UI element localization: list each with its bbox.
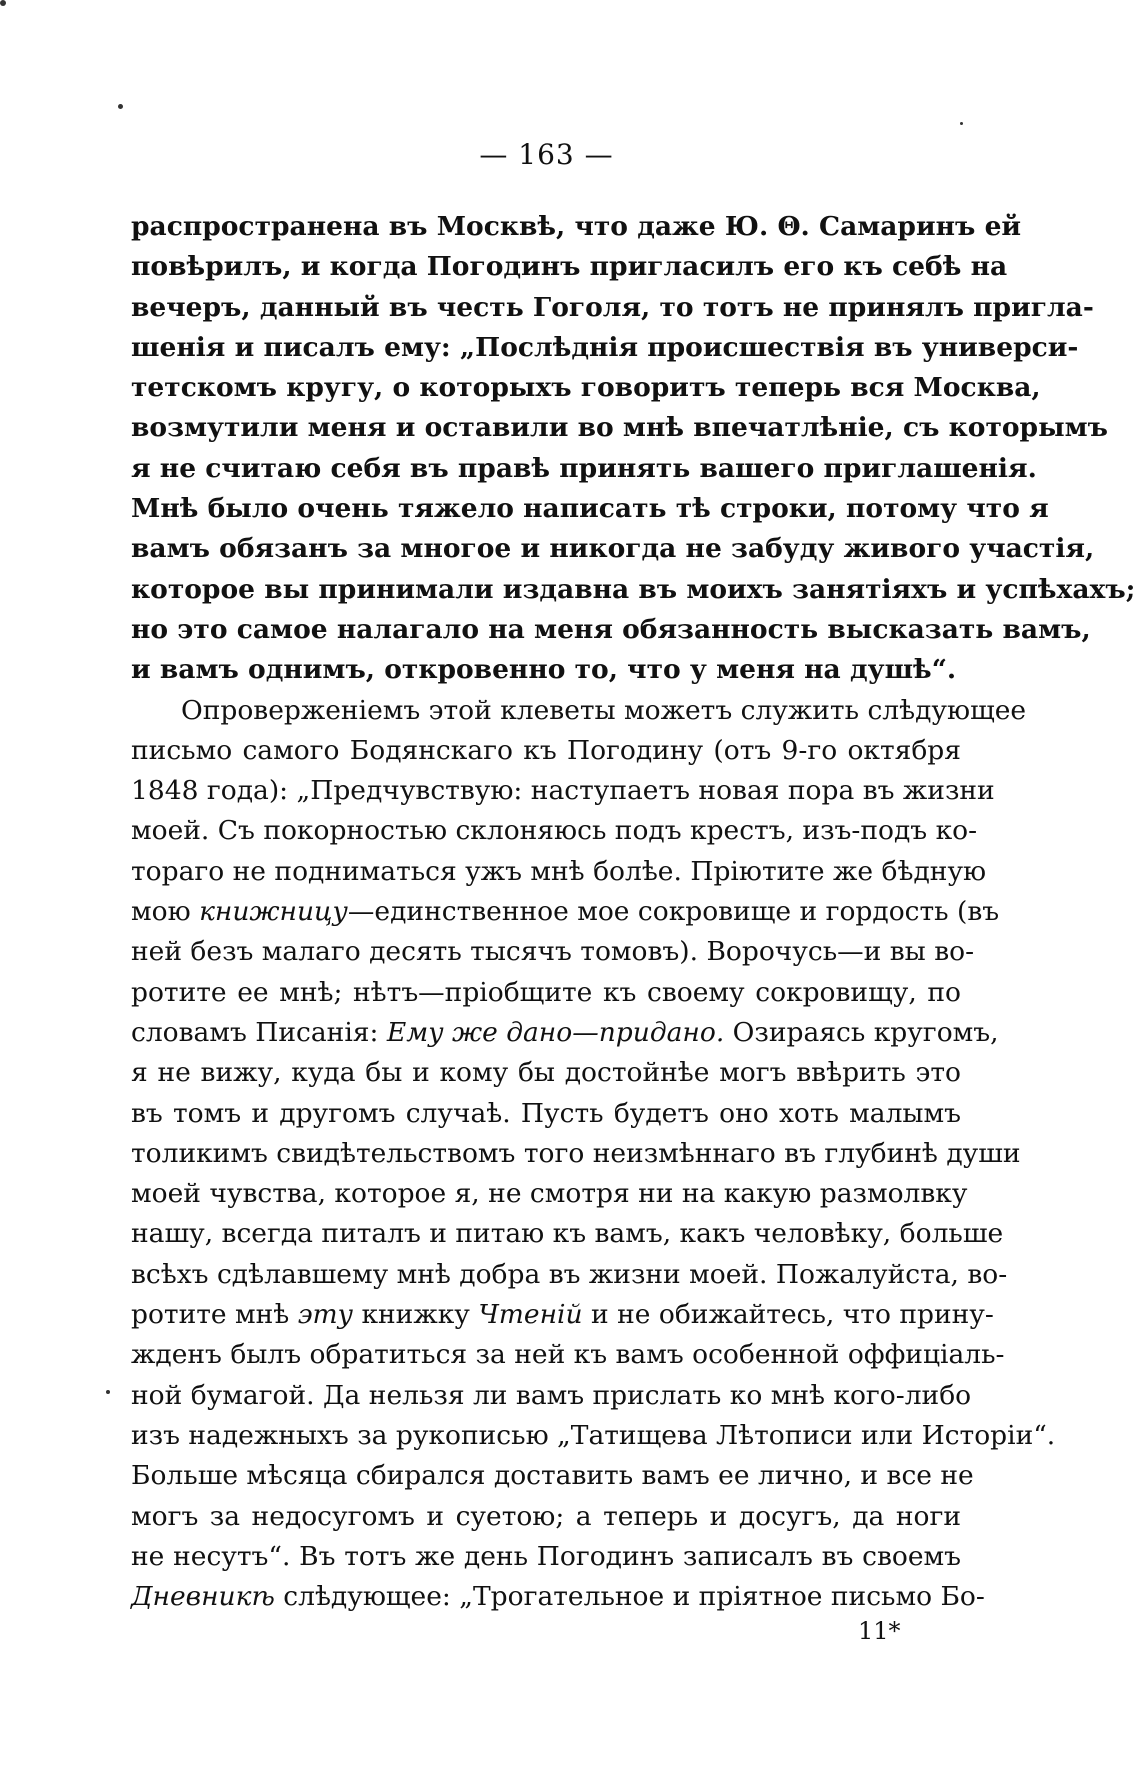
scan-speck — [960, 122, 963, 125]
text-line — [131, 1013, 999, 1053]
text-line: тораго не подниматься ужъ мнѣ болѣе. Пріютите же бѣдную — [131, 855, 987, 887]
text-line: распространена въ Москвѣ, что даже Ю. Θ. Самаринъ ей — [131, 211, 1022, 242]
text-line: моей чувства, которое я, не смотря ни на какую размолвку — [131, 1178, 968, 1210]
text-line: ной бумагой. Да нельзя ли вамъ прислать ко мнѣ кого-либо — [131, 1379, 972, 1411]
text-line — [131, 1295, 994, 1335]
text-line: ней безъ малаго десять тысячъ томовъ). Ворочусь—и вы во- — [131, 936, 975, 968]
text-line: изъ надежныхъ за рукописью „Татищева Лѣтописи или Исторіи“. — [131, 1419, 1056, 1451]
italic-span: Ему же дано—придано. — [386, 1016, 725, 1048]
text-span: слѣдующее: „Трогательное и пріятное письмо Бо- — [274, 1581, 985, 1613]
scan-speck — [118, 104, 123, 109]
scan-speck — [106, 1390, 110, 1394]
page-number: — 163 — — [479, 138, 614, 171]
text-line: но это самое налагало на меня обязанность высказать вамъ, — [131, 613, 1091, 645]
scan-speck — [0, 0, 6, 6]
italic-span: Чтеній — [478, 1299, 583, 1331]
text-line: повѣрилъ, и когда Погодинъ пригласилъ его къ себѣ на — [131, 251, 1008, 283]
text-line — [131, 892, 1000, 932]
text-line: я не вижу, куда бы и кому бы достойнѣе могъ ввѣрить это — [131, 1057, 961, 1089]
text-line: не несутъ“. Въ тотъ же день Погодинъ записалъ въ своемъ — [131, 1540, 961, 1572]
text-line: Опроверженіемъ этой клеветы можетъ служить слѣдующее — [181, 694, 1027, 726]
text-span: мою — [131, 896, 200, 928]
text-line: могъ за недосугомъ и суетою; а теперь и досугъ, да ноги — [131, 1500, 961, 1532]
italic-span: книжницу — [199, 896, 348, 928]
text-line: ротите ее мнѣ; нѣтъ—пріобщите къ своему сокровищу, по — [131, 976, 961, 1008]
italic-span: эту — [297, 1299, 354, 1331]
body-text — [131, 207, 1136, 1617]
text-line: моей. Съ покорностью склоняюсь подъ крестъ, изъ-подъ ко- — [131, 815, 978, 847]
text-span: Озираясь кругомъ, — [724, 1016, 999, 1048]
text-line: толикимъ свидѣтельствомъ того неизмѣннаго въ глубинѣ души — [131, 1137, 1021, 1169]
text-span: и не обижайтесь, что прину- — [582, 1299, 994, 1331]
text-line: Больше мѣсяца сбирался доставить вамъ ее лично, и все не — [131, 1460, 974, 1492]
text-line: въ томъ и другомъ случаѣ. Пусть будетъ оно хоть малымъ — [131, 1097, 961, 1129]
text-line: шенія и писалъ ему: „Послѣднія происшествія въ универси- — [131, 331, 1079, 363]
text-span: словамъ Писанія: — [131, 1016, 387, 1048]
text-line: возмутили меня и оставили во мнѣ впечатлѣніе, съ которымъ — [131, 412, 1108, 444]
signature-mark: 11* — [858, 1617, 901, 1645]
text-line: тетскомъ кругу, о которыхъ говоритъ теперь вся Москва, — [131, 372, 1041, 404]
text-line: жденъ былъ обратиться за ней къ вамъ особенной оффиціаль- — [131, 1339, 1005, 1371]
text-span: ротите мнѣ — [131, 1299, 298, 1331]
text-line — [131, 1577, 985, 1617]
text-line: письмо самого Бодянскаго къ Погодину (отъ 9-го октября — [131, 734, 961, 766]
text-span: —единственное мое сокровище и гордость (въ — [347, 896, 1000, 928]
text-line: нашу, всегда питалъ и питаю къ вамъ, какъ человѣку, больше — [131, 1218, 1004, 1250]
text-line: которое вы принимали издавна въ моихъ занятіяхъ и успѣхахъ; — [131, 573, 1136, 605]
italic-span: Дневникѣ — [131, 1581, 275, 1613]
text-line: всѣхъ сдѣлавшему мнѣ добра въ жизни моей. Пожалуйста, во- — [131, 1258, 1008, 1290]
text-line: Мнѣ было очень тяжело написать тѣ строки, потому что я — [131, 493, 1049, 525]
text-span: книжку — [353, 1299, 479, 1331]
text-line: вамъ обязанъ за многое и никогда не забуду живого участія, — [131, 533, 1095, 565]
text-line: вечеръ, данный въ честь Гоголя, то тотъ не принялъ пригла- — [131, 291, 1094, 323]
text-line: и вамъ однимъ, откровенно то, что у меня на душѣ“. — [131, 654, 957, 686]
text-line: я не считаю себя въ правѣ принять вашего приглашенія. — [131, 452, 1037, 484]
text-line: 1848 года): „Предчувствую: наступаетъ новая пора въ жизни — [131, 775, 995, 807]
